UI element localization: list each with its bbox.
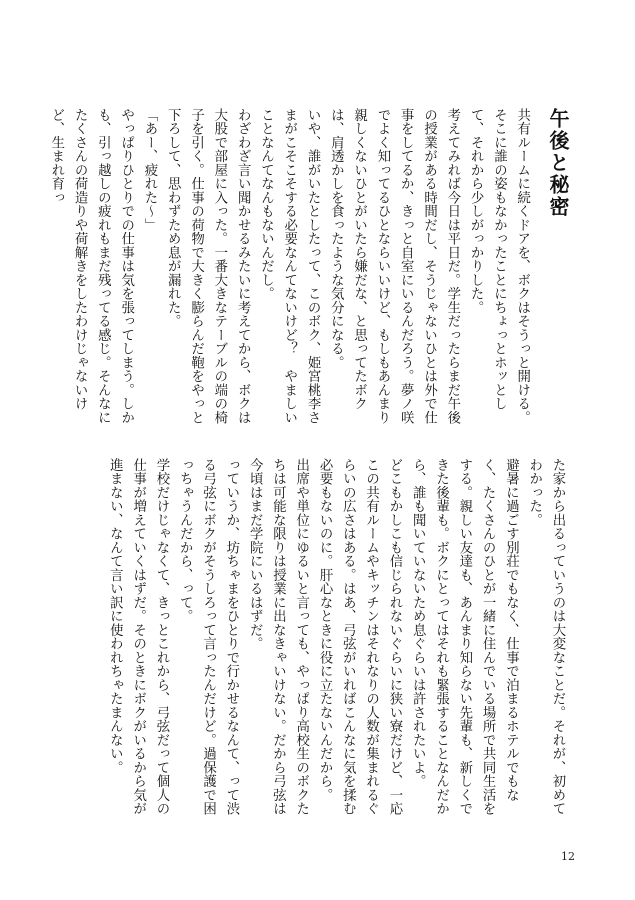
paragraph: やっぱりひとりでの仕事は気を張ってしまう。しかも、引っ越しの疲れもまだ残ってる感じ。そんなにたくさんの荷造りや荷解きをしたわけじゃないけど、生まれ育っ [48, 108, 134, 425]
upper-text-block [48, 108, 570, 430]
paragraph: 考えてみれば今日は平日だ。学生だったらまだ午後の授業がある時間だし、そうじゃないひとは外で仕事をしてるか、きっと自室にいるんだろう。夢ノ咲でよく知ってるひとならいいけど、もしもあんまり親しくないひとがいたら嫌だな、と思ってたボクは、肩透かしを食ったような気分になる。 [328, 108, 460, 425]
page-number: 12 [561, 850, 575, 863]
dialogue-line: 「あー、疲れた〜」 [141, 108, 157, 232]
paragraph: わざわざ言い聞かせるみたいに考えてから、ボクは大股で部屋に入った。一番大きなテーブルの端の椅子を引く。仕事の荷物で大きく膨らんだ鞄をやっと下ろして、思わずため息が漏れた。 [165, 108, 251, 425]
paragraph: 共有ルームに続くドアを、ボクはそうっと開ける。そこに誰の姿もなかったことにちょっとホッとして、それから少しがっかりした。 [468, 108, 530, 425]
paragraph: っていうか、坊ちゃまをひとりで行かせるなんて、って渋る弓弦にボクがそうしろって言ったんだけど。過保護で困っちゃうんだから、って。 [177, 458, 239, 816]
paragraph: 出席や単位にゆるいと言っても、やっぱり高校生のボクたちは可能な限りは授業に出なきゃいけない。だから弓弦は今頃はまだ学院にいるはずだ。 [247, 458, 309, 816]
chapter-title: 午後と秘密 [546, 108, 570, 218]
paragraph: どこもかしこも信じられないぐらいに狭い寮だけど、一応この共有ルームやキッチンはそれなりの人数が集まれるぐらいの広さはある。はあ、弓弦がいればこんなに気を揉む必要もないのに。肝心なときに役に立たないんだから。 [317, 458, 402, 816]
paragraph: た家から出るっていうのは大変なことだ。それが、初めてわかった。 [526, 458, 565, 816]
paragraph: いや、誰がいたとしたって、このボク、姫宮桃李さまがこそこそする必要なんてないけど？ やましいことなんてなんもないんだし。 [258, 108, 321, 425]
lower-text-block [69, 458, 569, 818]
paragraph: 避暑に過ごす別荘でもなく、仕事で泊まるホテルでもなく、たくさんのひとが一緒に住んでいる場所で共同生活をする。親しい友達も、あんまり知らない先輩も、新しくできた後輩も。ボクにとってはそれも緊張することなんだから、誰も聞いていないため息ぐらいは許されたいよ。 [410, 458, 519, 816]
paragraph: 学校だけじゃなくて、きっとこれから、弓弦だって個人の仕事が増えていくはずだ。そのときにボクがいるから気が進まない、なんて言い訳に使われちゃたまんない。 [107, 458, 169, 816]
